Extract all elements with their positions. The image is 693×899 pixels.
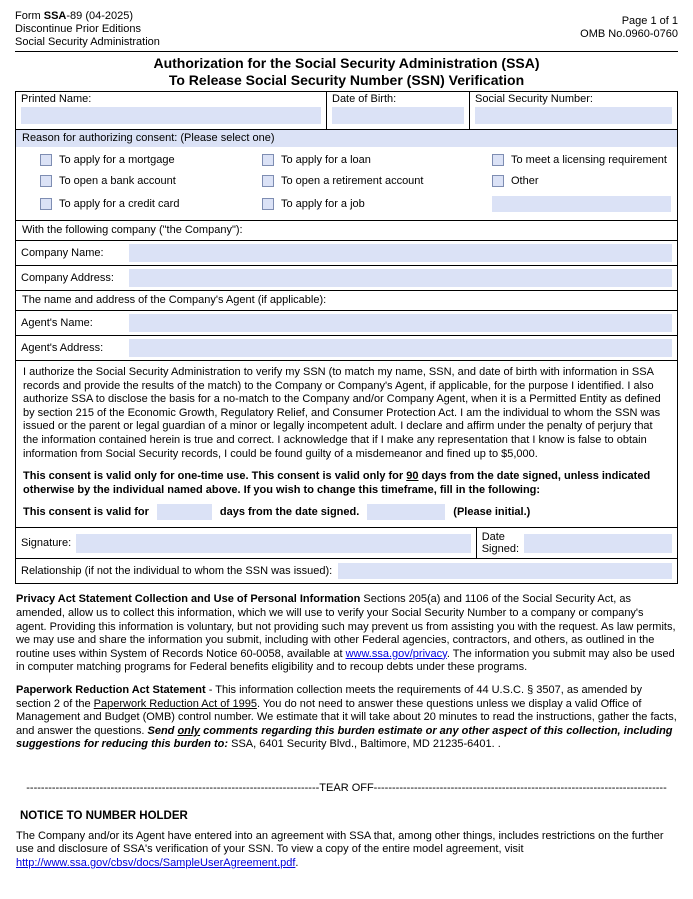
checkbox-mortgage[interactable] (40, 154, 52, 166)
ssn-label: Social Security Number: (475, 93, 593, 105)
checkbox-credit-card[interactable] (40, 198, 52, 210)
checkbox-bank-account[interactable] (40, 175, 52, 187)
reason-for-consent-label: Reason for authorizing consent: (Please select one) (16, 129, 677, 147)
checkbox-other[interactable] (492, 175, 504, 187)
paperwork-address-text: SSA, 6401 Security Blvd., Baltimore, MD 21235-6401. . (228, 738, 501, 751)
signature-cell (16, 528, 477, 558)
printed-name-input[interactable] (21, 107, 321, 124)
printed-name-cell (16, 92, 326, 129)
company-address-row (16, 265, 677, 290)
company-name-input[interactable] (129, 244, 672, 262)
other-reason-input[interactable] (492, 196, 671, 212)
checkbox-label: To apply for a mortgage (59, 154, 175, 166)
paperwork-send-label: Send (147, 724, 178, 737)
signature-row (16, 527, 677, 558)
sample-user-agreement-link[interactable]: http://www.ssa.gov/cbsv/docs/SampleUserAgreement.pdf (16, 857, 296, 870)
date-of-birth-input[interactable] (332, 107, 464, 124)
reason-option-bank-account (40, 175, 262, 187)
checkbox-licensing-requirement[interactable] (492, 154, 504, 166)
checkbox-label: To open a retirement account (281, 175, 424, 187)
date-signed-input[interactable] (524, 534, 672, 553)
checkbox-retirement-account[interactable] (262, 175, 274, 187)
privacy-act-heading: Privacy Act Statement Collection and Use of Personal Information (16, 593, 361, 606)
notice-final-period: . (295, 857, 299, 870)
consent-statement-part1: This consent is valid only for one-time use. This consent is valid only for (23, 470, 407, 483)
company-name-row (16, 240, 677, 265)
agent-address-input[interactable] (129, 339, 672, 357)
reason-option-mortgage (40, 154, 262, 166)
paperwork-comments-text: comments regarding this burden estimate or any other aspect of this collection, including suggestions for reducing this burden to: (16, 724, 673, 751)
form-header-right (580, 15, 678, 49)
authorization-text: I authorize the Social Security Administration to verify my SSN (to match my name, SSN, and date of birth with information in SSA records and provide the results of the match) to the Company or Company's Agent, if applicable, for the purpose I identified. I also authorize SSA to disclose the basis for a no-match to the Company and/or Company Agent, when it is a Permitted Entity as defined by section 215 of the Economic Growth, Regulatory Relief, and Consumer Protection Act. I am the individual to whom the SSN was issued or the parent or legal guardian of a minor or legally incompetent adult. I declare and affirm under the penalty of perjury that the information contained herein is true and correct. I acknowledge that if I make any representation that I know is false to obtain information from Social Security records, I could be found guilty of a misdemeanor and fined up to $5,000. (23, 366, 661, 460)
company-name-label: Company Name: (21, 247, 104, 259)
company-address-label: Company Address: (21, 272, 114, 284)
date-of-birth-label: Date of Birth: (332, 93, 397, 105)
printed-name-label: Printed Name: (21, 93, 92, 105)
notice-body-text: The Company and/or its Agent have entered into an agreement with SSA that, among other things, includes restrictions on the further use and disclosure of SSA's verification of your SSN. To view a copy of the entire model agreement, visit (16, 829, 664, 856)
privacy-act-statement (15, 593, 678, 675)
reason-option-job (262, 198, 492, 210)
checkbox-label: To open a bank account (59, 175, 176, 187)
tear-off-line: --------------------------------------------------------------------------------TEAR OFF-------------------------------------------------------------------------------- (26, 781, 667, 794)
consent-valid-for-label: This consent is valid for (23, 506, 149, 519)
discontinue-prior-editions-line: Discontinue Prior Editions (15, 23, 141, 35)
checkbox-label: To apply for a job (281, 198, 365, 210)
authorization-block (16, 360, 677, 527)
paperwork-heading: Paperwork Reduction Act Statement (16, 683, 206, 696)
date-signed-cell (477, 528, 677, 558)
ssn-input[interactable] (475, 107, 672, 124)
ssn-cell (469, 92, 677, 129)
signature-label: Signature: (21, 537, 72, 550)
paperwork-only-underline: only (177, 724, 201, 737)
form-title-line-2: To Release Social Security Number (SSN) Verification (168, 72, 525, 88)
agent-address-row (16, 335, 677, 360)
consent-statement-part2: days from the date signed, unless indicated otherwise by the individual named above. If you wish to change this timeframe, fill in the following: (23, 470, 651, 496)
relationship-row (16, 558, 677, 583)
agent-address-label: Agent's Address: (21, 342, 104, 354)
consent-validity-statement (23, 470, 670, 497)
identity-row (16, 92, 677, 129)
privacy-act-text-1: Sections 205(a) and 1106 of the Social Security Act, as amended, allow us to collect this information, which we will use to verify your Social Security Number to a company or company's agent. Providing this information is voluntary, but not providing such may prevent us from assisting you with the request. As law permits, we may use and share the information you submit, including with other Federal agencies, contractors, and others, as outlined in the routine uses within System of Records Notice 60-0058, available at (16, 593, 676, 660)
form-header (15, 10, 678, 52)
reason-option-retirement-account (262, 175, 492, 187)
agent-name-input[interactable] (129, 314, 672, 332)
date-signed-label: Date Signed: (481, 531, 519, 556)
consent-days-from-label: days from the date signed. (219, 506, 360, 519)
relationship-input[interactable] (338, 563, 672, 579)
notice-to-number-holder-heading: NOTICE TO NUMBER HOLDER (20, 809, 188, 822)
agency-name-line: Social Security Administration (15, 36, 160, 48)
ssa-89-form-page (15, 10, 678, 871)
reason-option-loan (262, 154, 492, 166)
paperwork-text-1: - This information collection meets the requirements of 44 U.S.C. § 3507, as amended by section 2 of the (16, 683, 643, 710)
omb-number: OMB No.0960-0760 (580, 28, 678, 40)
privacy-act-text-2: . The information you submit may also be used in computer matching programs for Federal benefits eligibility and to recoup debts under these programs. (16, 647, 675, 674)
form-title-line-1: Authorization for the Social Security Administration (SSA) (153, 55, 540, 71)
company-address-input[interactable] (129, 269, 672, 287)
form-header-left (15, 10, 160, 49)
reason-option-other (492, 175, 671, 187)
paperwork-text-2: . You do not need to answer these questions unless we display a valid Office of Management and Budget (OMB) control number. We estimate that it will take about 20 minutes to read the instructions, gather the facts, and answer the questions. (16, 697, 677, 737)
form-number-suffix: -89 (04-2025) (66, 10, 134, 22)
company-section-label: With the following company ("the Company"): (16, 220, 677, 240)
relationship-label: Relationship (if not the individual to whom the SSN was issued): (21, 565, 333, 578)
agent-section-label: The name and address of the Company's Agent (if applicable): (16, 290, 677, 310)
consent-days-input[interactable] (157, 504, 212, 520)
agent-name-label: Agent's Name: (21, 317, 93, 329)
notice-text (15, 830, 678, 871)
paperwork-act-1995-reference: Paperwork Reduction Act of 1995 (93, 697, 257, 710)
reason-options-grid (16, 147, 677, 220)
form-title (15, 55, 678, 89)
date-of-birth-cell (326, 92, 469, 129)
checkbox-job[interactable] (262, 198, 274, 210)
form-table (15, 91, 678, 584)
consent-90-days: 90 (406, 470, 419, 483)
reason-option-licensing (492, 154, 671, 166)
page-number: Page 1 of 1 (621, 15, 678, 27)
checkbox-loan[interactable] (262, 154, 274, 166)
form-number-prefix: Form (15, 10, 44, 22)
ssa-privacy-link[interactable]: www.ssa.gov/privacy (345, 647, 447, 660)
form-number-bold: SSA (43, 10, 67, 22)
checkbox-label: To apply for a credit card (59, 198, 180, 210)
signature-input[interactable] (76, 534, 471, 553)
please-initial-label: (Please initial.) (453, 506, 531, 519)
form-number-line (15, 10, 160, 23)
reason-option-credit-card (40, 198, 262, 210)
agent-name-row (16, 310, 677, 335)
consent-initials-input[interactable] (367, 504, 445, 520)
consent-timeframe-line (23, 504, 670, 520)
checkbox-label: Other (511, 175, 539, 187)
checkbox-label: To meet a licensing requirement (511, 154, 667, 166)
paperwork-reduction-statement (15, 684, 678, 752)
checkbox-label: To apply for a loan (281, 154, 371, 166)
